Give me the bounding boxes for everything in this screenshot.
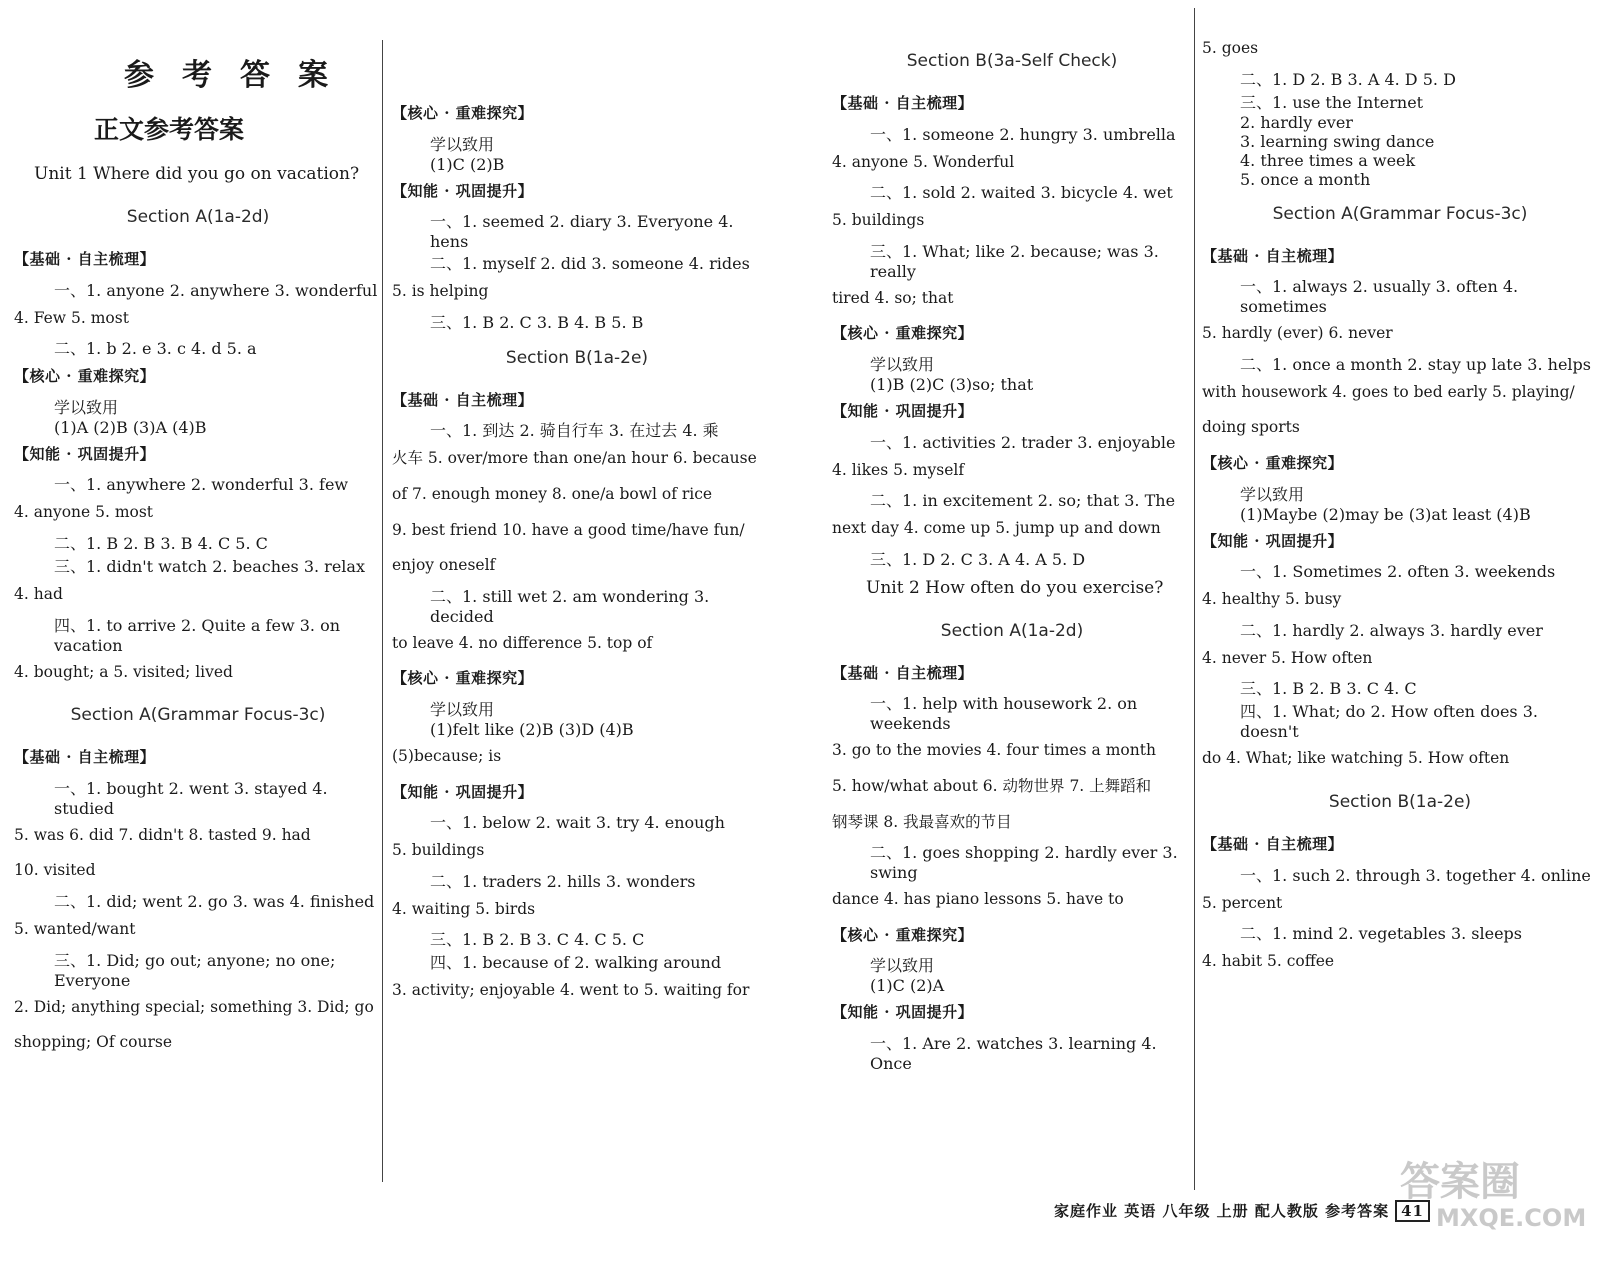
answer-line: 三、1. D 2. C 3. A 4. A 5. D (870, 549, 1086, 569)
answer-line: 三、1. use the Internet (1240, 92, 1424, 112)
section-heading: Section A(Grammar Focus-3c) (1272, 203, 1528, 224)
page-footer (1054, 1200, 1430, 1222)
answer-line: 5. goes (1202, 39, 1259, 57)
answer-line: 一、1. help with housework 2. on weekends (870, 694, 1138, 734)
answer-line: 一、1. anyone 2. anywhere 3. wonderful (54, 280, 378, 300)
answer-column-1 (14, 104, 382, 1061)
answer-line: 3. learning swing dance (1240, 131, 1435, 151)
answer-line: 5. wanted/want (14, 919, 136, 938)
answer-line: 钢琴课 8. 我最喜欢的节目 (832, 812, 1012, 831)
section-heading: Section A(Grammar Focus-3c) (70, 705, 326, 726)
page-number: 41 (1395, 1200, 1430, 1222)
answer-line: 学以致用 (870, 956, 935, 976)
answer-column-3 (832, 36, 1192, 1073)
answer-line: (1)Maybe (2)may be (3)at least (4)B (1240, 504, 1531, 524)
answer-line: 3. activity; enjoyable 4. went to 5. waiting for (392, 981, 750, 1000)
answer-line: 一、1. someone 2. hungry 3. umbrella (870, 124, 1176, 144)
category-heading: 【知能 · 巩固提升】 (832, 401, 974, 420)
answer-line: 一、1. anywhere 2. wonderful 3. few (54, 475, 349, 495)
category-heading: 【基础 · 自主梳理】 (1202, 834, 1344, 853)
answer-line: 三、1. B 2. B 3. C 4. C (1240, 679, 1417, 699)
category-heading: 【基础 · 自主梳理】 (832, 94, 974, 112)
answer-line: 三、1. didn't watch 2. beaches 3. relax (54, 556, 365, 576)
answer-line: (1)C (2)B (430, 154, 505, 174)
answer-line: 5. is helping (392, 282, 489, 301)
section-heading: Section B(3a-Self Check) (906, 51, 1118, 71)
page-main-title: 参考答案 (124, 58, 356, 93)
category-heading: 【知能 · 巩固提升】 (392, 782, 534, 801)
answer-line: 5. hardly (ever) 6. never (1202, 324, 1393, 343)
watermark-url: MXQE.COM (1436, 1204, 1587, 1232)
answer-line: of 7. enough money 8. one/a bowl of rice (392, 484, 713, 503)
category-heading: 【基础 · 自主梳理】 (832, 663, 974, 682)
watermark-text: 答案圈 (1400, 1159, 1520, 1205)
column-lines (14, 192, 382, 1061)
answer-line: (5)because; is (392, 746, 502, 765)
answer-line: 四、1. to arrive 2. Quite a few 3. on vacation (54, 615, 341, 655)
answer-line: 二、1. still wet 2. am wondering 3. decided (430, 586, 710, 626)
footer-text: 家庭作业 英语 八年级 上册 配人教版 参考答案 (1054, 1202, 1390, 1220)
column-lines (1202, 31, 1598, 980)
section-heading: Section A(1a-2d) (126, 207, 270, 227)
answer-line: 三、1. What; like 2. because; was 3. really (870, 241, 1159, 281)
answer-line: 5. how/what about 6. 动物世界 7. 上舞蹈和 (832, 776, 1152, 795)
section-heading: Section B(1a-2e) (505, 347, 649, 368)
answer-line: 5. percent (1202, 893, 1283, 912)
answer-line: 二、1. B 2. B 3. B 4. C 5. C (54, 533, 268, 553)
answer-line: 学以致用 (870, 354, 935, 374)
watermark-logo (1400, 1159, 1587, 1240)
section-heading: Section B(1a-2e) (1328, 791, 1472, 812)
answer-line: 四、1. because of 2. walking around (430, 953, 722, 973)
answer-line: 一、1. such 2. through 3. together 4. online (1240, 865, 1591, 885)
answer-line: 一、1. Are 2. watches 3. learning 4. Once (870, 1033, 1157, 1073)
answer-line: 学以致用 (430, 134, 495, 154)
answer-line: enjoy oneself (392, 556, 496, 575)
answer-column-4 (1202, 31, 1598, 980)
category-heading: 【核心 · 重难探究】 (1202, 453, 1344, 472)
answer-line: 二、1. myself 2. did 3. someone 4. rides (430, 254, 750, 274)
category-heading: 【核心 · 重难探究】 (392, 669, 534, 688)
answer-line: 4. three times a week (1240, 150, 1416, 170)
answer-line: 9. best friend 10. have a good time/have fun/ (392, 520, 745, 539)
answer-line: (1)C (2)A (870, 976, 945, 996)
answer-line: 4. anyone 5. Wonderful (832, 152, 1015, 171)
answer-line: 四、1. What; do 2. How often does 3. doesn't (1240, 702, 1538, 742)
answer-line: 4. healthy 5. busy (1202, 590, 1342, 609)
column-divider (1194, 8, 1195, 1190)
column-lines (392, 96, 762, 1009)
answer-line: 4. likes 5. myself (832, 460, 965, 479)
answer-line: 火车 5. over/more than one/an hour 6. because (392, 449, 757, 468)
column-divider (382, 40, 383, 1182)
answer-line: 二、1. traders 2. hills 3. wonders (430, 871, 696, 891)
answer-line: 二、1. in excitement 2. so; that 3. The (870, 491, 1176, 511)
answer-line: 5. once a month (1240, 169, 1371, 189)
category-heading: 【核心 · 重难探究】 (14, 367, 156, 386)
answer-line: 三、1. B 2. C 3. B 4. B 5. B (430, 312, 644, 332)
answer-line: tired 4. so; that (832, 288, 954, 307)
category-heading: 【核心 · 重难探究】 (832, 324, 974, 343)
answer-line: 10. visited (14, 861, 96, 880)
answer-line: 三、1. B 2. B 3. C 4. C 5. C (430, 930, 645, 950)
answer-line: 二、1. b 2. e 3. c 4. d 5. a (54, 339, 257, 359)
category-heading: 【知能 · 巩固提升】 (1202, 531, 1344, 550)
answer-line: with housework 4. goes to bed early 5. playing/ (1202, 382, 1575, 401)
answer-line: 二、1. mind 2. vegetables 3. sleeps (1240, 924, 1523, 944)
answer-line: 2. hardly ever (1240, 112, 1353, 132)
answer-line: (1)A (2)B (3)A (4)B (54, 417, 207, 437)
answer-line: 一、1. always 2. usually 3. often 4. sometimes (1240, 277, 1519, 317)
category-heading: 【核心 · 重难探究】 (832, 925, 974, 944)
answer-line: 5. buildings (832, 211, 925, 230)
category-heading: 【知能 · 巩固提升】 (832, 1003, 974, 1022)
answer-line: 3. go to the movies 4. four times a month (832, 741, 1156, 760)
unit-heading: Unit 1 Where did you go on vacation? (34, 164, 360, 184)
answer-line: 2. Did; anything special; something 3. Did; go (14, 997, 374, 1016)
category-heading: 【基础 · 自主梳理】 (14, 748, 156, 767)
answer-line: 4. waiting 5. birds (392, 899, 536, 918)
answer-line: do 4. What; like watching 5. How often (1202, 749, 1510, 768)
answer-line: 学以致用 (430, 699, 495, 719)
answer-line: 一、1. below 2. wait 3. try 4. enough (430, 813, 725, 833)
answer-column-2 (392, 96, 762, 1009)
category-heading: 【知能 · 巩固提升】 (392, 181, 534, 200)
answer-line: next day 4. come up 5. jump up and down (832, 519, 1161, 538)
answer-line: 4. Few 5. most (14, 308, 129, 327)
category-heading: 【基础 · 自主梳理】 (392, 390, 534, 409)
answer-line: 一、1. activities 2. trader 3. enjoyable (870, 432, 1176, 452)
category-heading: 【基础 · 自主梳理】 (1202, 246, 1344, 265)
answer-line: 二、1. D 2. B 3. A 4. D 5. D (1240, 69, 1456, 89)
answer-line: 4. habit 5. coffee (1202, 952, 1335, 971)
category-heading: 【知能 · 巩固提升】 (14, 444, 156, 463)
answer-line: 二、1. once a month 2. stay up late 3. helps (1240, 354, 1591, 374)
answer-line: doing sports (1202, 418, 1300, 437)
answer-line: shopping; Of course (14, 1033, 173, 1052)
answer-line: dance 4. has piano lessons 5. have to (832, 890, 1124, 909)
answer-line: 4. had (14, 584, 63, 603)
answer-line: 4. anyone 5. most (14, 503, 154, 522)
answer-line: 二、1. hardly 2. always 3. hardly ever (1240, 620, 1543, 640)
answer-line: 二、1. did; went 2. go 3. was 4. finished (54, 891, 375, 911)
answer-line: 4. never 5. How often (1202, 648, 1373, 667)
answer-line: 二、1. sold 2. waited 3. bicycle 4. wet (870, 183, 1173, 203)
answer-line: 一、1. 到达 2. 骑自行车 3. 在过去 4. 乘 (430, 421, 719, 441)
section-heading: Section A(1a-2d) (940, 620, 1084, 641)
category-heading: 【基础 · 自主梳理】 (14, 250, 156, 268)
answer-line: 二、1. goes shopping 2. hardly ever 3. swing (870, 843, 1178, 883)
answer-line: 学以致用 (1240, 484, 1305, 504)
answer-line: to leave 4. no difference 5. top of (392, 633, 653, 652)
answer-line: 一、1. seemed 2. diary 3. Everyone 4. hens (430, 212, 734, 252)
answer-line: (1)B (2)C (3)so; that (870, 374, 1034, 394)
answer-line: 三、1. Did; go out; anyone; no one; Everyone (54, 950, 336, 990)
answer-line: 5. was 6. did 7. didn't 8. tasted 9. had (14, 825, 311, 844)
answer-line: 学以致用 (54, 397, 119, 417)
answer-line: 一、1. Sometimes 2. often 3. weekends (1240, 562, 1556, 582)
category-heading: 【核心 · 重难探究】 (392, 104, 534, 122)
column-lines (832, 36, 1192, 1073)
answer-line: 4. bought; a 5. visited; lived (14, 662, 233, 681)
unit-heading: Unit 2 How often do you exercise? (866, 577, 1164, 598)
answer-line: 一、1. bought 2. went 3. stayed 4. studied (54, 778, 328, 818)
body-answers-subtitle: 正文参考答案 (93, 115, 244, 144)
answer-line: 5. buildings (392, 841, 485, 860)
answer-line: (1)felt like (2)B (3)D (4)B (430, 719, 634, 739)
